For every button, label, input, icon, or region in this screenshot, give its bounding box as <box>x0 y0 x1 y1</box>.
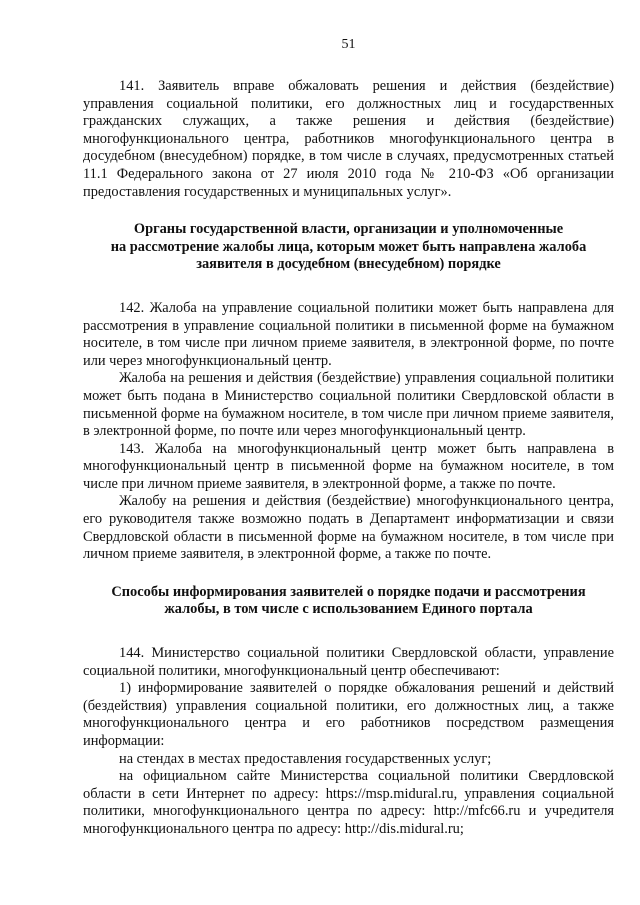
paragraph-143: 143. Жалоба на многофункциональный центр может быть направлена в многофункциональный центр в письменной форме на бумажном носителе, в том числе при личном приеме заявителя, в электронной форме, а также по почте. <box>83 440 614 492</box>
heading-line: Способы информирования заявителей о порядке подачи и рассмотрения <box>111 583 586 600</box>
section-heading-informing-methods <box>83 584 614 619</box>
section-heading-complaint-bodies <box>83 221 614 274</box>
paragraph-stands: на стендах в местах предоставления государственных услуг; <box>119 750 492 767</box>
paragraph-144-item-1: 1) информирование заявителей о порядке обжалования решений и действий (бездействия) управления социальной политики, его должностных лиц, а также многофункционального центра и его работников посредством размещения информации: <box>83 680 614 749</box>
heading-line: жалобы, в том числе с использованием Единого портала <box>164 601 533 618</box>
heading-line: Органы государственной власти, организации и уполномоченные <box>133 221 564 238</box>
heading-line: на рассмотрение жалобы лица, которым может быть направлена жалоба <box>110 238 587 255</box>
page-number: 51 <box>341 37 356 52</box>
paragraph-141: 141. Заявитель вправе обжаловать решения и действия (бездействие) управления социальной политики, его должностных лиц и государственных гражданских служащих, а также решения и действия (бездействие) многофункционального центра, работников многофункционального центра в досудебном (внесудебном) порядке, в том числе в случаях, предусмотренных статьей 11.1 Федерального закона от 27 июля 2010 года № 210-ФЗ «Об организации предоставления государственных и муниципальных услуг». <box>83 78 614 200</box>
paragraph-142-ministry: Жалоба на решения и действия (бездействие) управления социальной политики может быть подана в Министерство социальной политики Свердловской области в письменной форме на бумажном носителе, в том числе при личном приеме заявителя, в электронной форме, по почте или через многофункциональный центр. <box>83 370 614 440</box>
paragraph-144: 144. Министерство социальной политики Свердловской области, управление социальной политики, многофункциональный центр обеспечивают: <box>83 645 614 679</box>
paragraph-websites: на официальном сайте Министерства социальной политики Свердловской области в сети Интернет по адресу: https://msp.midural.ru, управления социальной политики, многофункционального центра по адресу: http://mfc66.ru и учредителя многофункционального центра по адресу: http://dis.midural.ru; <box>83 768 614 837</box>
paragraph-143-department: Жалобу на решения и действия (бездействие) многофункционального центра, его руководителя также возможно подать в Департамент информатизации и связи Свердловской области в письменной форме на бумажном носителе, в том числе при личном приеме заявителя, в электронной форме, а также по почте. <box>83 493 614 563</box>
heading-line: заявителя в досудебном (внесудебном) порядке <box>196 256 501 273</box>
paragraph-142: 142. Жалоба на управление социальной политики может быть направлена для рассмотрения в управление социальной политики в письменной форме на бумажном носителе, в том числе при личном приеме заявителя, в электронной форме, по почте или через многофункциональный центр. <box>83 299 614 369</box>
